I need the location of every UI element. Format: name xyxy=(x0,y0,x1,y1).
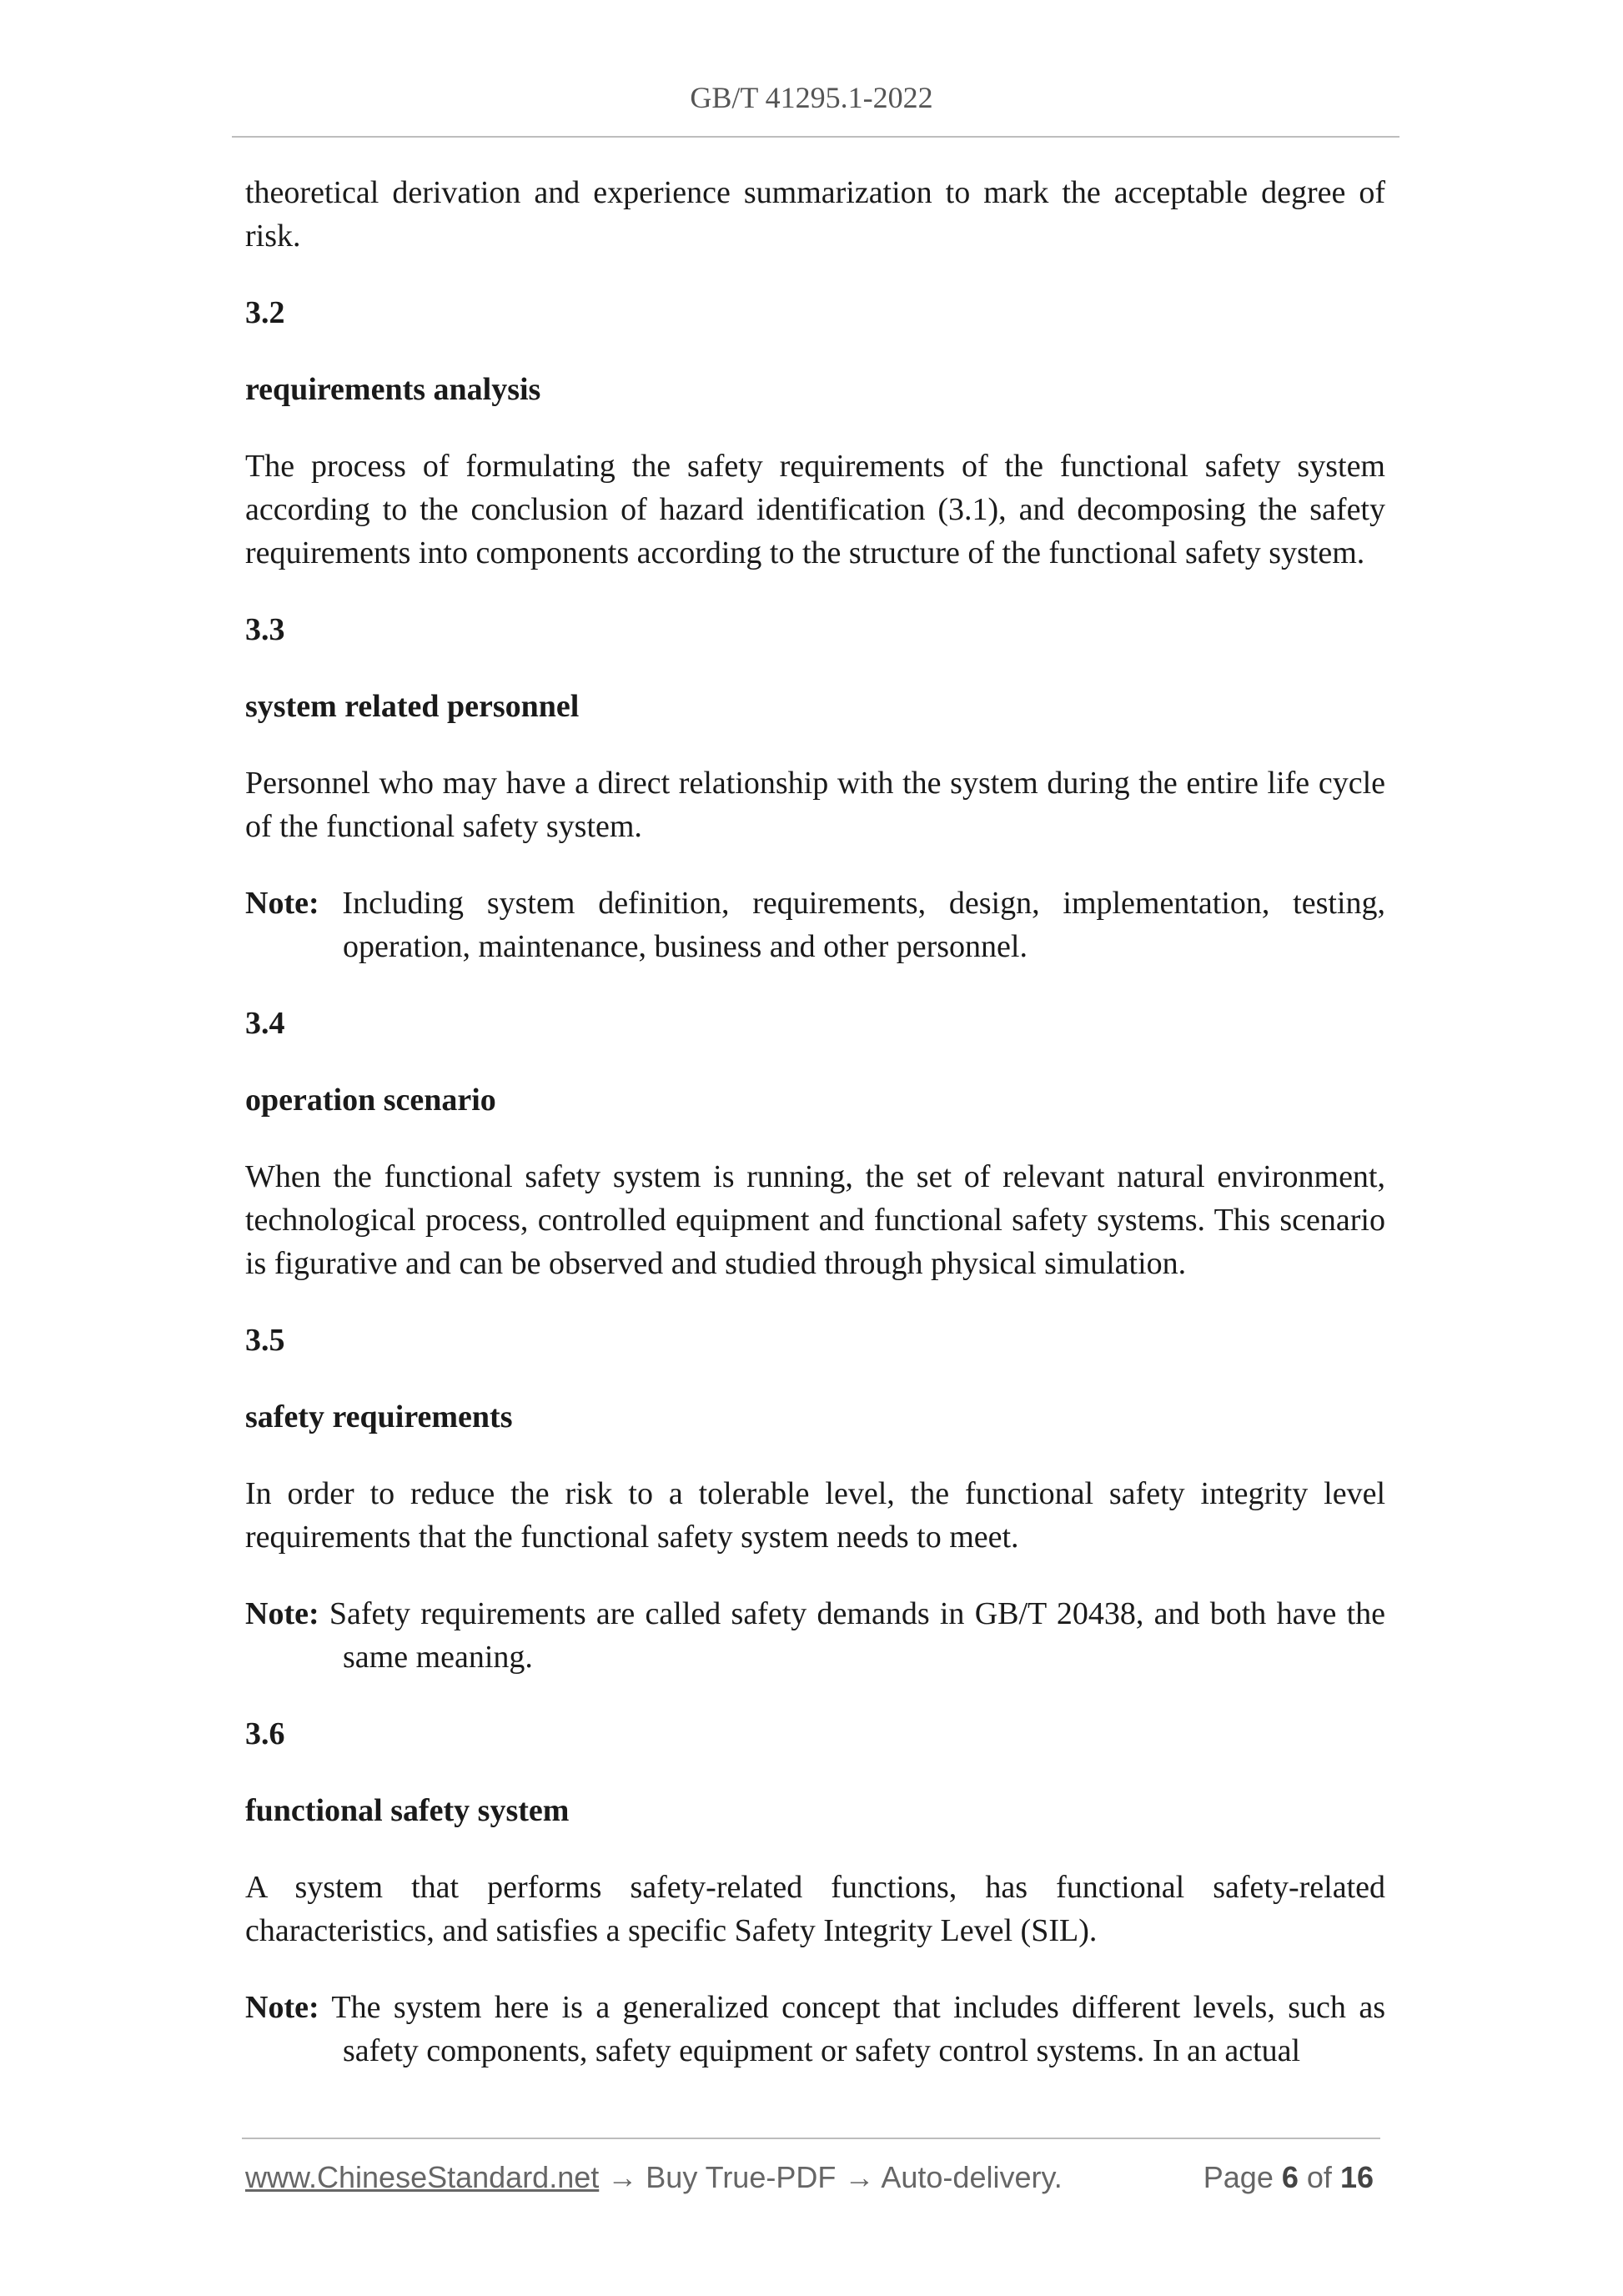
note-3-3 xyxy=(245,882,1385,968)
page-word: Page xyxy=(1203,2160,1274,2194)
definition-3-3: Personnel who may have a direct relationship with the system during the entire life cycle of the functional safety system. xyxy=(245,766,1385,844)
term-3-3: system related personnel xyxy=(245,689,580,724)
buy-text: Buy True-PDF xyxy=(646,2160,837,2194)
document-header xyxy=(0,80,1623,115)
note-label: Note: xyxy=(245,1990,319,2025)
website-link[interactable]: www.ChineseStandard.net xyxy=(245,2160,600,2194)
of-word: of xyxy=(1306,2160,1332,2194)
note-3-6 xyxy=(245,1986,1385,2072)
document-body xyxy=(245,171,1385,2072)
term-3-5: safety requirements xyxy=(245,1399,513,1434)
section-number-3-6: 3.6 xyxy=(245,1716,285,1751)
note-3-5 xyxy=(245,1592,1385,1679)
note-text-3-3: Including system definition, requirements, design, implementation, testing, operation, maintenance, business and other personnel. xyxy=(342,886,1386,964)
section-number-3-4: 3.4 xyxy=(245,1006,285,1041)
current-page-number: 6 xyxy=(1281,2160,1299,2194)
header-divider xyxy=(232,136,1399,138)
section-number-3-3: 3.3 xyxy=(245,612,285,647)
definition-3-6: A system that performs safety-related functions, has functional safety-related characteristics, and satisfies a specific Safety Integrity Level (SIL). xyxy=(245,1870,1385,1948)
page-footer xyxy=(245,2160,1385,2202)
term-3-4: operation scenario xyxy=(245,1083,496,1118)
standard-id: GB/T 41295.1-2022 xyxy=(690,81,933,114)
arrow-icon: → xyxy=(607,2160,638,2194)
footer-divider xyxy=(242,2138,1380,2139)
page-indicator xyxy=(1203,2160,1374,2195)
term-3-6: functional safety system xyxy=(245,1793,570,1828)
term-3-2: requirements analysis xyxy=(245,372,541,407)
note-label: Note: xyxy=(245,886,319,921)
total-pages-number: 16 xyxy=(1339,2160,1374,2194)
intro-continuation: theoretical derivation and experience summarization to mark the acceptable degree of risk. xyxy=(245,175,1385,254)
note-text-3-5: Safety requirements are called safety demands in GB/T 20438, and both have the same meaning. xyxy=(329,1596,1386,1675)
note-label: Note: xyxy=(245,1596,319,1631)
footer-promo xyxy=(245,2160,1063,2195)
definition-3-4: When the functional safety system is running, the set of relevant natural environment, technological process, controlled equipment and functional safety systems. This scenario is figurative and can be observed and studied through physical simulation. xyxy=(245,1159,1385,1281)
note-text-3-6: The system here is a generalized concept that includes different levels, such as safety components, safety equipment or safety control systems. In an actual xyxy=(331,1990,1385,2068)
delivery-text: Auto-delivery. xyxy=(881,2160,1063,2194)
arrow-icon: → xyxy=(844,2160,875,2194)
definition-3-2: The process of formulating the safety requirements of the functional safety system according to the conclusion of hazard identification (3.1), and decomposing the safety requirements into components according to the structure of the functional safety system. xyxy=(245,449,1385,570)
definition-3-5: In order to reduce the risk to a tolerable level, the functional safety integrity level requirements that the functional safety system needs to meet. xyxy=(245,1476,1385,1555)
section-number-3-5: 3.5 xyxy=(245,1323,285,1358)
section-number-3-2: 3.2 xyxy=(245,295,285,330)
